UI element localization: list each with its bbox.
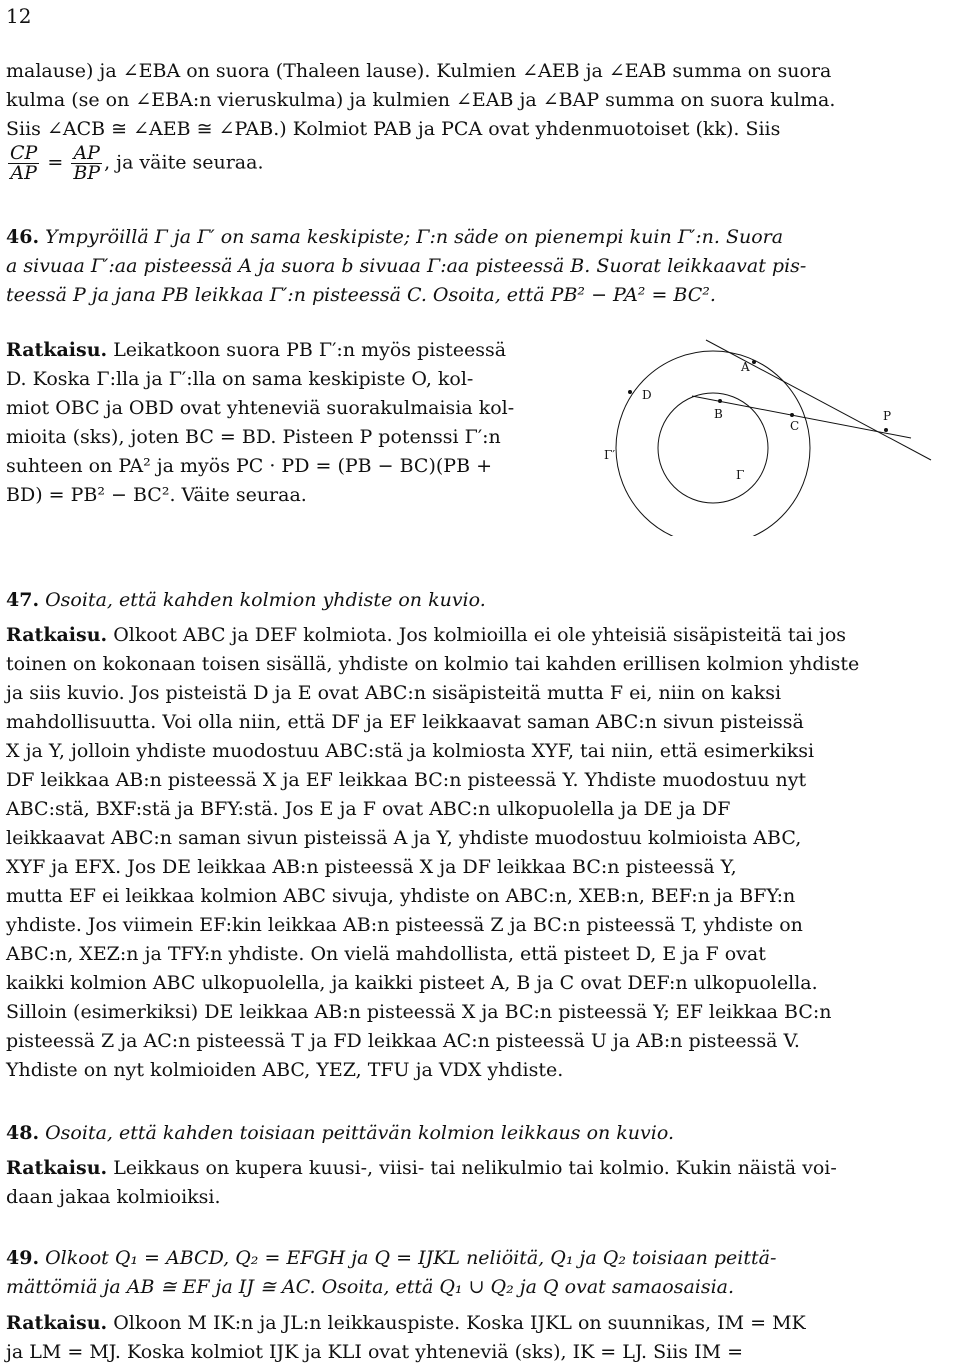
text-line: Yhdiste on nyt kolmioiden ABC, YEZ, TFU ja VDX yhdiste. bbox=[6, 1059, 564, 1081]
text-line: kaikki kolmion ABC ulkopuolella, ja kaikki pisteet A, B ja C ovat DEF:n ulkopuolella. bbox=[6, 972, 818, 994]
solution-label: Ratkaisu. bbox=[6, 1157, 108, 1179]
text-line: leikkaavat ABC:n saman sivun pisteissä A ja Y, yhdiste muodostuu kolmioista ABC, bbox=[6, 827, 802, 849]
solution-label: Ratkaisu. bbox=[6, 339, 108, 361]
text-line: mahdollisuutta. Voi olla niin, että DF ja EF leikkaavat saman ABC:n sivun pisteissä bbox=[6, 711, 804, 733]
label-gamma-prime: Γ′ bbox=[604, 448, 616, 462]
problem-48-statement: 48. Osoita, että kahden toisiaan peittävän kolmion leikkaus on kuvio. bbox=[6, 1122, 675, 1144]
fraction-equation: $\frac{CP}{AP}$ = $\frac{AP}{BP}$ , ja väite seuraa. bbox=[10, 142, 264, 184]
text-line: a sivuaa Γ′:aa pisteessä A ja suora b sivuaa Γ:aa pisteessä B. Suorat leikkaavat pis- bbox=[6, 255, 807, 277]
outer-circle-gamma-prime bbox=[616, 351, 810, 536]
text-line: D. Koska Γ:lla ja Γ′:lla on sama keskipiste O, kol- bbox=[6, 368, 474, 390]
problem-49-statement: 49. Olkoot Q₁ = ABCD, Q₂ = EFGH ja Q = IJKL neliöitä, Q₁ ja Q₂ toisiaan peittä- bbox=[6, 1247, 777, 1269]
text-line: ABC:stä, BXF:stä ja BFY:stä. Jos E ja F ovat ABC:n ulkopuolella ja DE ja DF bbox=[6, 798, 731, 820]
text-line: mioita (sks), joten BC = BD. Pisteen P potenssi Γ′:n bbox=[6, 426, 501, 448]
text-line: malause) ja ∠EBA on suora (Thaleen lause). Kulmien ∠AEB ja ∠EAB summa on suora bbox=[6, 60, 832, 82]
solution-label: Ratkaisu. bbox=[6, 624, 108, 646]
text-line: toinen on kokonaan toisen sisällä, yhdiste on kolmio tai kahden erillisen kolmion yhdiste bbox=[6, 653, 860, 675]
text-line: suhteen on PA² ja myös PC · PD = (PB − BC)(PB + bbox=[6, 455, 492, 477]
text-line: kulma (se on ∠EBA:n vieruskulma) ja kulmien ∠EAB ja ∠BAP summa on suora kulma. bbox=[6, 89, 836, 111]
text-line: ja siis kuvio. Jos pisteistä D ja E ovat ABC:n sisäpisteitä mutta F ei, niin on kaksi bbox=[6, 682, 782, 704]
point-C bbox=[790, 413, 794, 417]
problem-number: 47. bbox=[6, 589, 40, 611]
solution-48: Ratkaisu. Leikkaus on kupera kuusi-, viisi- tai nelikulmio tai kolmio. Kukin näistä voi- bbox=[6, 1157, 837, 1179]
text-line: teessä P ja jana PB leikkaa Γ′:n pisteessä C. Osoita, että PB² − PA² = BC². bbox=[6, 284, 716, 306]
text-line: daan jakaa kolmioiksi. bbox=[6, 1186, 221, 1208]
label-C: C bbox=[790, 419, 800, 433]
tangent-line-b bbox=[692, 396, 911, 438]
text-line: mutta EF ei leikkaa kolmion ABC sivuja, yhdiste on ABC:n, XEB:n, BEF:n ja BFY:n bbox=[6, 885, 796, 907]
point-B bbox=[718, 399, 722, 403]
inner-circle-gamma bbox=[658, 393, 768, 503]
problem-number: 46. bbox=[6, 226, 40, 248]
text-line: miot OBC ja OBD ovat yhteneviä suorakulmaisia kol- bbox=[6, 397, 515, 419]
text-line: X ja Y, jolloin yhdiste muodostuu ABC:stä ja kolmiosta XYF, tai niin, että esimerkiksi bbox=[6, 740, 815, 762]
point-A bbox=[752, 360, 756, 364]
text-line: BD) = PB² − BC². Väite seuraa. bbox=[6, 484, 307, 506]
text-line: DF leikkaa AB:n pisteessä X ja EF leikkaa BC:n pisteessä Y. Yhdiste muodostuu nyt bbox=[6, 769, 807, 791]
text-line: Siis ∠ACB ≅ ∠AEB ≅ ∠PAB.) Kolmiot PAB ja PCA ovat yhdenmuotoiset (kk). Siis bbox=[6, 118, 781, 140]
point-P bbox=[884, 428, 888, 432]
problem-46-statement: 46. Ympyröillä Γ ja Γ′ on sama keskipiste; Γ:n säde on pienempi kuin Γ′:n. Suora bbox=[6, 226, 784, 248]
label-gamma: Γ bbox=[736, 468, 745, 482]
problem-number: 48. bbox=[6, 1122, 40, 1144]
problem-47-statement: 47. Osoita, että kahden kolmion yhdiste on kuvio. bbox=[6, 589, 486, 611]
solution-label: Ratkaisu. bbox=[6, 1312, 108, 1334]
problem-number: 49. bbox=[6, 1247, 40, 1269]
solution-47: Ratkaisu. Olkoot ABC ja DEF kolmiota. Jos kolmioilla ei ole yhteisiä sisäpisteitä tai jos bbox=[6, 624, 847, 646]
label-B: B bbox=[714, 407, 723, 421]
page-number: 12 bbox=[6, 4, 32, 28]
label-D: D bbox=[642, 388, 652, 402]
text-line: yhdiste. Jos viimein EF:kin leikkaa AB:n pisteessä Z ja BC:n pisteessä T, yhdiste on bbox=[6, 914, 803, 936]
label-A: A bbox=[741, 360, 750, 374]
text-line: Silloin (esimerkiksi) DE leikkaa AB:n pisteessä X ja BC:n pisteessä Y; EF leikkaa BC:n bbox=[6, 1001, 832, 1023]
fraction-left: $\frac{CP}{AP}$ bbox=[10, 142, 38, 184]
solution-49: Ratkaisu. Olkoon M IK:n ja JL:n leikkauspiste. Koska IJKL on suunnikas, IM = MK bbox=[6, 1312, 806, 1334]
text-line: mättömiä ja AB ≅ EF ja IJ ≅ AC. Osoita, että Q₁ ∪ Q₂ ja Q ovat samaosaisia. bbox=[6, 1276, 735, 1298]
text-line: ja LM = MJ. Koska kolmiot IJK ja KLI ovat yhteneviä (sks), IK = LJ. Siis IM = bbox=[6, 1341, 743, 1363]
text-line: ABC:n, XEZ:n ja TFY:n yhdiste. On vielä mahdollista, että pisteet D, E ja F ovat bbox=[6, 943, 766, 965]
text-line: pisteessä Z ja AC:n pisteessä T ja FD leikkaa AC:n pisteessä U ja AB:n pisteessä V. bbox=[6, 1030, 800, 1052]
fraction-right: $\frac{AP}{BP}$ bbox=[73, 142, 101, 184]
concentric-circles-figure bbox=[596, 336, 956, 536]
text-line: XYF ja EFX. Jos DE leikkaa AB:n pisteessä X ja DF leikkaa BC:n pisteessä Y, bbox=[6, 856, 737, 878]
point-D bbox=[628, 390, 632, 394]
solution-46: Ratkaisu. Leikatkoon suora PB Γ′:n myös pisteessä bbox=[6, 339, 507, 361]
label-P: P bbox=[883, 409, 892, 423]
